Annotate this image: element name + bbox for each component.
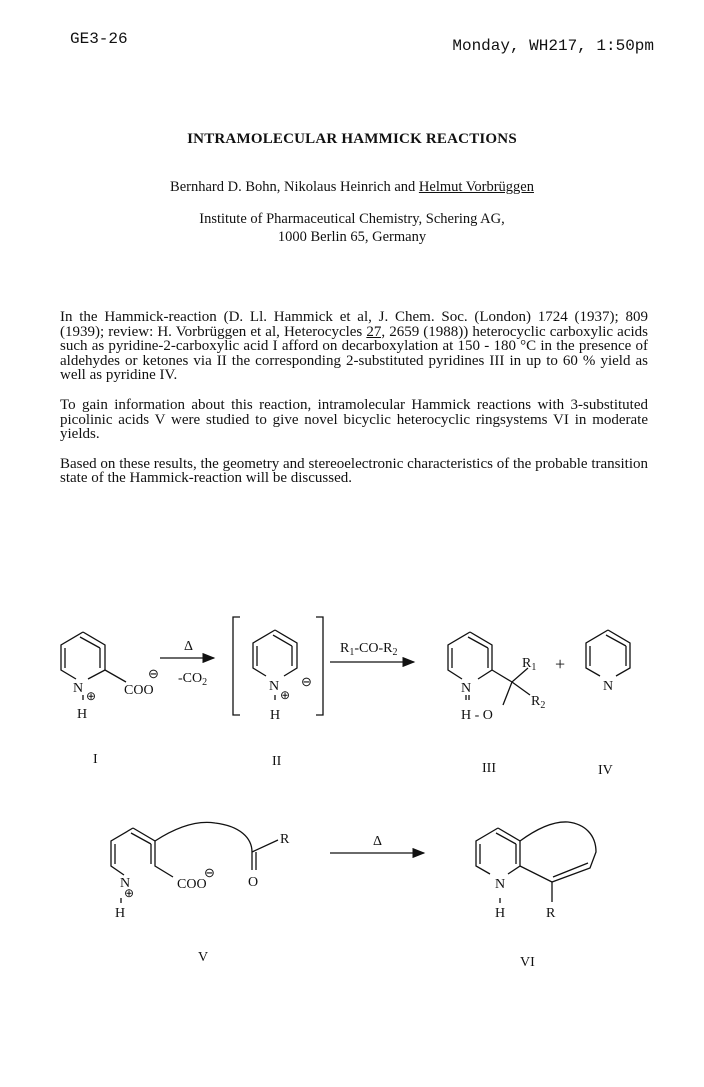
heat-symbol: Δ — [184, 639, 194, 654]
V-negative-charge: ⊖ — [204, 865, 215, 880]
I-carboxylate: COO — [124, 683, 154, 698]
V-R: R — [280, 832, 290, 847]
II-positive-charge: ⊕ — [280, 688, 291, 702]
bracket-left — [233, 617, 240, 715]
p1-text: In the Hammick-reaction (D. Ll. Hammick et al, J. Chem. Soc. (London) 1724 (1937); 809 (1939); review: H. Vorbrüggen et al, Heterocycles — [60, 309, 648, 340]
II-hydrogen: H — [270, 708, 281, 723]
loss-co2: $-CO_2$ — [178, 671, 208, 688]
label-I: I — [93, 752, 98, 767]
V-hydrogen: H — [115, 906, 126, 921]
II-nitrogen: N — [269, 679, 280, 694]
institute-line1: Institute of Pharmaceutical Chemistry, Schering AG, — [199, 211, 505, 227]
I-hydrogen: H — [77, 707, 88, 722]
author-list: Bernhard D. Bohn, Nikolaus Heinrich and — [170, 179, 419, 195]
paper-title: INTRAMOLECULAR HAMMICK REACTIONS — [187, 131, 517, 147]
I-positive-charge: ⊕ — [86, 689, 97, 703]
label-III: III — [482, 761, 496, 776]
VI-nitrogen: N — [495, 877, 506, 892]
III-hydroxyl: H - O — [461, 708, 493, 723]
label-V: V — [198, 950, 209, 965]
IV-nitrogen: N — [603, 679, 614, 694]
bracket-right — [316, 617, 323, 715]
VI-hydrogen: H — [495, 906, 506, 921]
III-nitrogen: N — [461, 681, 472, 696]
I-nitrogen: N — [73, 681, 84, 696]
V-nitrogen: N — [120, 876, 131, 891]
III-R2: $R_2$ — [531, 694, 546, 711]
II-negative-charge: ⊖ — [301, 674, 312, 689]
label-II: II — [272, 754, 282, 769]
compound-VI — [476, 822, 596, 903]
document-code: GE3-26 — [70, 30, 128, 48]
session-time: Monday, WH217, 1:50pm — [452, 37, 654, 55]
label-VI: VI — [520, 955, 535, 970]
plus-sign: + — [555, 654, 566, 674]
abstract-paragraph-3: Based on these results, the geometry and stereoelectronic characteristics of the probable transition state of the Hammick-reaction will be discussed. — [60, 455, 648, 487]
heat-symbol-2: Δ — [373, 834, 383, 849]
reagent-ketone: $R_1-CO-R_2$ — [340, 641, 398, 658]
VI-R: R — [546, 906, 556, 921]
presenting-author: Helmut Vorbrüggen — [418, 179, 534, 195]
abstract-paragraph-2: To gain information about this reaction, intramolecular Hammick reactions with 3-substituted picolinic acids V were studied to give novel bicyclic heterocyclic ringsystems VI in moderate yields. — [60, 396, 648, 443]
V-carboxylate: COO — [177, 877, 207, 892]
institute-line2: 1000 Berlin 65, Germany — [277, 229, 427, 245]
label-IV: IV — [598, 763, 613, 778]
compound-IV-ring — [586, 630, 630, 676]
I-negative-charge: ⊖ — [148, 666, 159, 681]
V-carbonyl-oxygen: O — [248, 875, 259, 890]
p1-text-cont: 2659 (1988)) heterocyclic carboxylic acids such as pyridine-2-carboxylic acid I afford on decarboxylation at 150 - 180 °C in the presence of aldehydes or ketones via II the corresponding 2-substituted pyridines III in up to 60 % yield as well as pyridine IV. — [60, 323, 648, 384]
journal-volume: 27, — [366, 323, 386, 340]
III-R1: $R_1$ — [522, 656, 537, 673]
V-positive-charge: ⊕ — [124, 886, 135, 900]
